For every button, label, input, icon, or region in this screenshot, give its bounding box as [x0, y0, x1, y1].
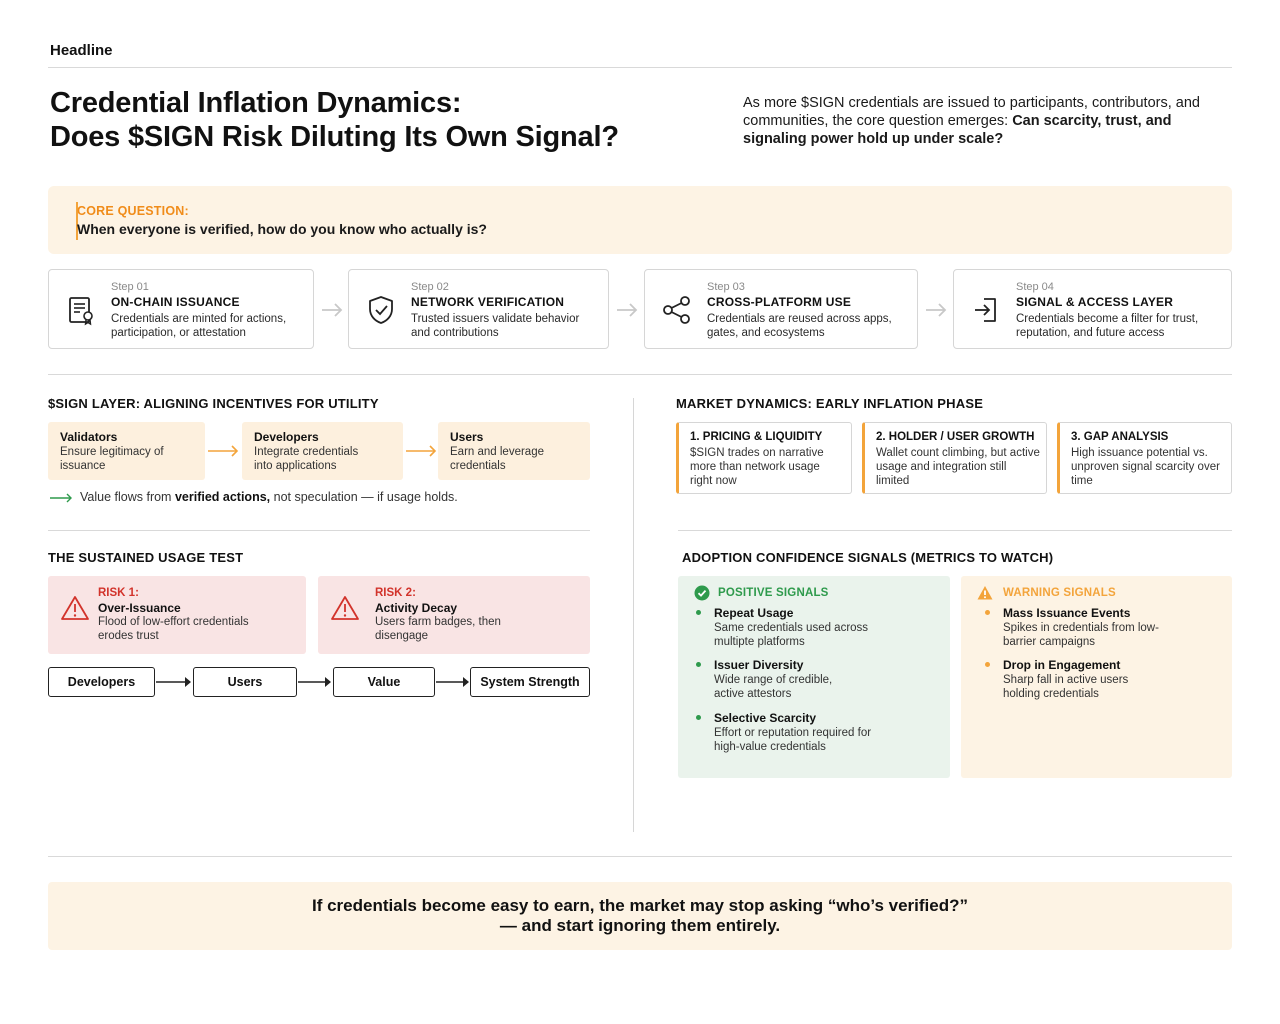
- risk-description: Flood of low-effort credentials erodes trust: [98, 616, 249, 642]
- flow-box-description: Earn and leverage credentials: [450, 446, 544, 472]
- core-question-text: When everyone is verified, how do you know who actually is?: [77, 221, 487, 237]
- step-name: SIGNAL & ACCESS LAYER: [1016, 295, 1174, 309]
- warning-triangle-icon: [60, 594, 90, 622]
- step-name: CROSS-PLATFORM USE: [707, 295, 852, 309]
- bullet-dot: [696, 715, 701, 720]
- step-description: Trusted issuers validate behavior and contributions: [411, 313, 580, 339]
- usage-test-title: THE SUSTAINED USAGE TEST: [48, 550, 244, 565]
- step-arrow-2-icon: [615, 300, 639, 320]
- sign-layer-title: $SIGN LAYER: ALIGNING INCENTIVES FOR UTILITY: [48, 396, 379, 411]
- market-card-gap-analysis: [1057, 422, 1232, 494]
- step-number: Step 03: [707, 281, 745, 293]
- bullet-dot: [985, 662, 990, 667]
- login-icon: [970, 294, 1002, 326]
- step-name: ON-CHAIN ISSUANCE: [111, 295, 240, 309]
- market-card-heading: 3. GAP ANALYSIS: [1071, 431, 1169, 443]
- step-description: Credentials are reused across apps, gates, and ecosystems: [707, 313, 892, 339]
- check-circle-icon: [694, 585, 710, 601]
- step-card-4: [953, 269, 1232, 349]
- warning-signals-panel: [961, 576, 1232, 778]
- intro-plain: As more $SIGN credentials are issued to participants, contributors, and communities, the core question emerges:: [743, 95, 1200, 129]
- column-divider: [633, 398, 634, 832]
- signal-heading: Mass Issuance Events: [1003, 606, 1131, 620]
- intro-bold: Can scarcity, trust, and signaling power hold up under scale?: [743, 113, 1172, 147]
- value-note-pre: Value flows from: [80, 490, 175, 504]
- warning-signal-item: [1003, 658, 1148, 701]
- footer-line-1: If credentials become easy to earn, the market may stop asking “who’s verified?”: [312, 896, 968, 915]
- chain-box-developers: Developers: [48, 667, 155, 697]
- signal-description: Same credentials used across multipte platforms: [714, 622, 869, 648]
- left-section-divider: [48, 530, 590, 531]
- step-name: NETWORK VERIFICATION: [411, 295, 565, 309]
- flow-box-users: [438, 422, 590, 480]
- footer-line-2: — and start ignoring them entirely.: [499, 916, 781, 935]
- steps-divider: [48, 374, 1232, 375]
- step-card-1: [48, 269, 314, 349]
- risk-label: RISK 2:: [375, 587, 416, 599]
- positive-signals-heading: POSITIVE SIGNALS: [718, 587, 829, 599]
- core-question-box: [48, 186, 1232, 254]
- market-dynamics-title: MARKET DYNAMICS: EARLY INFLATION PHASE: [676, 396, 984, 411]
- flow-box-description: Ensure legitimacy of issuance: [60, 446, 164, 472]
- step-card-2: [348, 269, 609, 349]
- warning-icon: [977, 585, 993, 601]
- step-description: Credentials become a filter for trust, reputation, and future access: [1016, 313, 1199, 339]
- header-divider: [48, 67, 1232, 68]
- bullet-dot: [696, 662, 701, 667]
- value-note-bold: verified actions,: [174, 490, 271, 504]
- signal-heading: Repeat Usage: [714, 606, 794, 620]
- step-number: Step 01: [111, 281, 149, 293]
- positive-signal-item: [714, 606, 889, 649]
- signal-heading: Selective Scarcity: [714, 711, 817, 725]
- signal-heading: Drop in Engagement: [1003, 658, 1121, 672]
- market-card-holder-growth: [862, 422, 1047, 494]
- bullet-dot: [985, 610, 990, 615]
- step-arrow-3-icon: [924, 300, 948, 320]
- headline-label: Headline: [50, 42, 113, 59]
- step-number: Step 02: [411, 281, 449, 293]
- risk-label: RISK 1:: [98, 587, 139, 599]
- market-card-heading: 1. PRICING & LIQUIDITY: [690, 431, 823, 443]
- warning-signals-heading: WARNING SIGNALS: [1003, 587, 1116, 599]
- value-flow-note: [80, 490, 458, 504]
- share-icon: [661, 294, 693, 326]
- bullet-dot: [696, 610, 701, 615]
- page-title-line-1: Credential Inflation Dynamics:: [50, 87, 462, 119]
- signal-description: Spikes in credentials from low-barrier campaigns: [1003, 622, 1159, 648]
- positive-signals-panel: [678, 576, 950, 778]
- warning-signal-item: [1003, 606, 1178, 649]
- signal-heading: Issuer Diversity: [714, 658, 804, 672]
- right-section-divider: [678, 530, 1232, 531]
- risk-heading: Activity Decay: [375, 601, 458, 615]
- footer-divider: [48, 856, 1232, 857]
- flow-box-developers: [242, 422, 403, 480]
- step-number: Step 04: [1016, 281, 1054, 293]
- chain-arrow-2-icon: [297, 675, 333, 689]
- chain-box-system-strength: System Strength: [470, 667, 590, 697]
- risk-heading: Over-Issuance: [98, 601, 181, 615]
- positive-signal-item: [714, 658, 849, 701]
- footer-callout: [48, 882, 1232, 950]
- chain-arrow-1-icon: [155, 675, 193, 689]
- step-description: Credentials are minted for actions, participation, or attestation: [111, 313, 287, 339]
- flow-arrow-2-icon: [404, 443, 438, 459]
- flow-box-heading: Developers: [254, 430, 319, 444]
- flow-box-heading: Users: [450, 430, 484, 444]
- chain-box-value: Value: [333, 667, 435, 697]
- signal-description: Wide range of credible, active attestors: [714, 674, 833, 700]
- shield-check-icon: [365, 294, 397, 326]
- footer-text: [48, 896, 1232, 936]
- step-arrow-1-icon: [320, 300, 344, 320]
- signal-description: Effort or reputation required for high-value credentials: [714, 727, 872, 753]
- page-title-line-2: Does $SIGN Risk Diluting Its Own Signal?: [50, 121, 619, 153]
- risk-card-2: [318, 576, 590, 654]
- step-card-3: [644, 269, 918, 349]
- market-card-pricing: [676, 422, 852, 494]
- value-note-post: not speculation — if usage holds.: [270, 490, 458, 504]
- risk-card-1: [48, 576, 306, 654]
- market-card-description: $SIGN trades on narrative more than network usage right now: [690, 447, 824, 487]
- signal-description: Sharp fall in active users holding credentials: [1003, 674, 1129, 700]
- flow-box-description: Integrate credentials into applications: [254, 446, 359, 472]
- market-card-heading: 2. HOLDER / USER GROWTH: [876, 431, 1035, 443]
- adoption-signals-title: ADOPTION CONFIDENCE SIGNALS (METRICS TO WATCH): [682, 550, 1054, 565]
- value-flow-arrow-icon: [48, 491, 74, 505]
- flow-box-heading: Validators: [60, 430, 118, 444]
- market-card-description: High issuance potential vs. unproven signal scarcity over time: [1071, 447, 1220, 487]
- page-title: [50, 86, 700, 154]
- flow-arrow-1-icon: [206, 443, 240, 459]
- chain-arrow-3-icon: [435, 675, 471, 689]
- core-question-label: CORE QUESTION:: [77, 204, 189, 218]
- chain-box-users: Users: [193, 667, 297, 697]
- positive-signal-item: [714, 711, 874, 754]
- warning-triangle-icon: [330, 594, 360, 622]
- market-card-description: Wallet count climbing, but active usage and integration still limited: [876, 447, 1040, 487]
- intro-text: [743, 94, 1223, 148]
- risk-description: Users farm badges, then disengage: [375, 616, 501, 642]
- flow-box-validators: [48, 422, 205, 480]
- document-badge-icon: [65, 294, 97, 326]
